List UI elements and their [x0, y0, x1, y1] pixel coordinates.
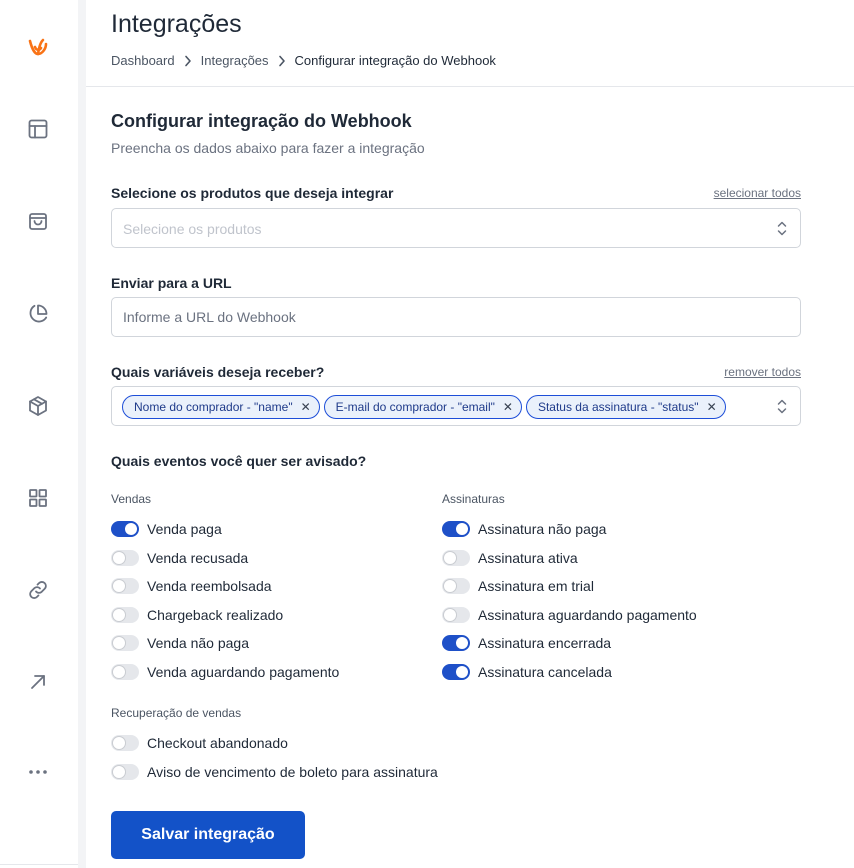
toggle-knob	[113, 666, 125, 678]
toggle-knob	[113, 637, 125, 649]
toggle-knob	[456, 666, 468, 678]
chevron-up-down-icon	[777, 399, 787, 414]
subscription-event-toggle-row[interactable]	[442, 520, 606, 538]
subscription-event-toggle-switch[interactable]	[442, 607, 470, 623]
toggle-knob	[456, 523, 468, 535]
variable-tag	[122, 395, 320, 419]
sales-event-toggle-row[interactable]	[111, 549, 248, 567]
recovery-event-toggle-label: Aviso de vencimento de boleto para assinatura	[147, 764, 438, 780]
variable-tag-label: Nome do comprador - "name"	[134, 400, 293, 414]
subscription-event-toggle-label: Assinatura ativa	[478, 549, 578, 566]
toggle-knob	[113, 580, 125, 592]
toggle-knob	[113, 552, 125, 564]
sales-group-label: Vendas	[111, 492, 152, 506]
form-subtitle: Preencha os dados abaixo para fazer a integração	[111, 140, 425, 156]
sales-event-toggle-switch[interactable]	[111, 550, 139, 566]
sales-event-toggle-label: Venda não paga	[147, 635, 249, 651]
recovery-event-toggle-label: Checkout abandonado	[147, 735, 288, 751]
recovery-group-label: Recuperação de vendas	[111, 706, 242, 720]
sales-event-toggle-label: Venda paga	[147, 521, 222, 537]
toggle-knob	[444, 580, 456, 592]
breadcrumb-current: Configurar integração do Webhook	[294, 53, 496, 68]
breadcrumb-dashboard[interactable]: Dashboard	[111, 53, 175, 68]
toggle-knob	[444, 552, 456, 564]
save-integration-button[interactable]: Salvar integração	[111, 811, 305, 859]
toggle-knob	[444, 609, 456, 621]
sales-event-toggle-switch[interactable]	[111, 635, 139, 651]
products-select[interactable]	[111, 208, 801, 248]
toggle-knob	[456, 637, 468, 649]
variables-select[interactable]	[111, 386, 801, 426]
remove-tag-icon[interactable]: ✕	[300, 400, 311, 414]
breadcrumb-integrations[interactable]: Integrações	[200, 53, 269, 68]
variable-tag	[324, 395, 522, 419]
sales-event-toggle-row[interactable]	[111, 520, 222, 538]
remove-tag-icon[interactable]: ✕	[502, 400, 513, 414]
subscription-event-toggle-switch[interactable]	[442, 550, 470, 566]
variables-label: Quais variáveis deseja receber?	[111, 364, 325, 380]
sidebar	[0, 0, 78, 868]
toggle-knob	[113, 766, 125, 778]
url-input[interactable]	[111, 297, 801, 337]
sales-event-toggle-row[interactable]	[111, 663, 339, 681]
layout-icon[interactable]	[24, 115, 52, 143]
recovery-event-toggle-switch[interactable]	[111, 735, 139, 751]
package-icon[interactable]	[24, 392, 52, 420]
sidebar-divider	[0, 864, 78, 865]
page-title: Integrações	[111, 10, 242, 38]
subscription-event-toggle-label: Assinatura aguardando pagamento	[478, 606, 697, 623]
subscription-event-toggle-label: Assinatura cancelada	[478, 663, 612, 680]
sales-event-toggle-row[interactable]	[111, 634, 249, 652]
subscription-event-toggle-row[interactable]	[442, 606, 697, 624]
subscription-event-toggle-switch[interactable]	[442, 635, 470, 651]
sales-event-toggle-switch[interactable]	[111, 664, 139, 680]
subscription-event-toggle-switch[interactable]	[442, 664, 470, 680]
sales-event-toggle-switch[interactable]	[111, 578, 139, 594]
subscription-event-toggle-label: Assinatura encerrada	[478, 635, 612, 651]
toggle-knob	[113, 737, 125, 749]
chevron-right-icon	[278, 55, 286, 67]
more-icon[interactable]	[24, 758, 52, 786]
subscriptions-group-label: Assinaturas	[442, 492, 505, 506]
toggle-knob	[113, 609, 125, 621]
subscription-event-toggle-row[interactable]	[442, 577, 594, 595]
sales-event-toggle-row[interactable]	[111, 577, 272, 595]
products-select-placeholder: Selecione os produtos	[123, 221, 262, 237]
recovery-event-toggle-row[interactable]	[111, 734, 288, 752]
subscription-event-toggle-switch[interactable]	[442, 521, 470, 537]
variable-tag-label: Status da assinatura - "status"	[537, 400, 699, 414]
grid-icon[interactable]	[24, 484, 52, 512]
link-icon[interactable]	[24, 576, 52, 604]
variable-tag-label: E-mail do comprador - "email"	[335, 400, 495, 414]
pie-chart-icon[interactable]	[24, 300, 52, 328]
events-title: Quais eventos você quer ser avisado?	[111, 453, 367, 469]
recovery-event-toggle-switch[interactable]	[111, 764, 139, 780]
chevron-right-icon	[184, 55, 192, 67]
sales-event-toggle-label: Venda aguardando pagamento	[147, 663, 340, 680]
logo-icon[interactable]	[24, 33, 52, 61]
sales-event-toggle-label: Venda recusada	[147, 549, 249, 566]
form-title: Configurar integração do Webhook	[111, 111, 412, 131]
recovery-event-toggle-row[interactable]	[111, 763, 438, 781]
breadcrumb	[111, 53, 496, 68]
subscription-event-toggle-label: Assinatura em trial	[478, 578, 594, 594]
subscription-event-toggle-row[interactable]	[442, 549, 578, 567]
remove-tag-icon[interactable]: ✕	[706, 400, 717, 414]
header-divider	[86, 86, 854, 87]
subscription-event-toggle-label: Assinatura não paga	[478, 521, 607, 537]
select-all-link[interactable]: selecionar todos	[713, 186, 801, 200]
sidebar-border	[78, 0, 86, 868]
url-label: Enviar para a URL	[111, 275, 232, 291]
chevron-up-down-icon	[777, 221, 787, 236]
remove-all-link[interactable]: remover todos	[724, 365, 801, 379]
sales-event-toggle-label: Chargeback realizado	[147, 606, 284, 623]
sales-event-toggle-label: Venda reembolsada	[147, 578, 272, 594]
sales-event-toggle-row[interactable]	[111, 606, 283, 624]
toggle-knob	[125, 523, 137, 535]
arrow-up-right-icon[interactable]	[24, 668, 52, 696]
subscription-event-toggle-row[interactable]	[442, 663, 612, 681]
shopping-bag-icon[interactable]	[24, 207, 52, 235]
sales-event-toggle-switch[interactable]	[111, 521, 139, 537]
sales-event-toggle-switch[interactable]	[111, 607, 139, 623]
subscription-event-toggle-row[interactable]	[442, 634, 611, 652]
products-label: Selecione os produtos que deseja integrar	[111, 185, 394, 201]
variable-tag	[526, 395, 726, 419]
subscription-event-toggle-switch[interactable]	[442, 578, 470, 594]
